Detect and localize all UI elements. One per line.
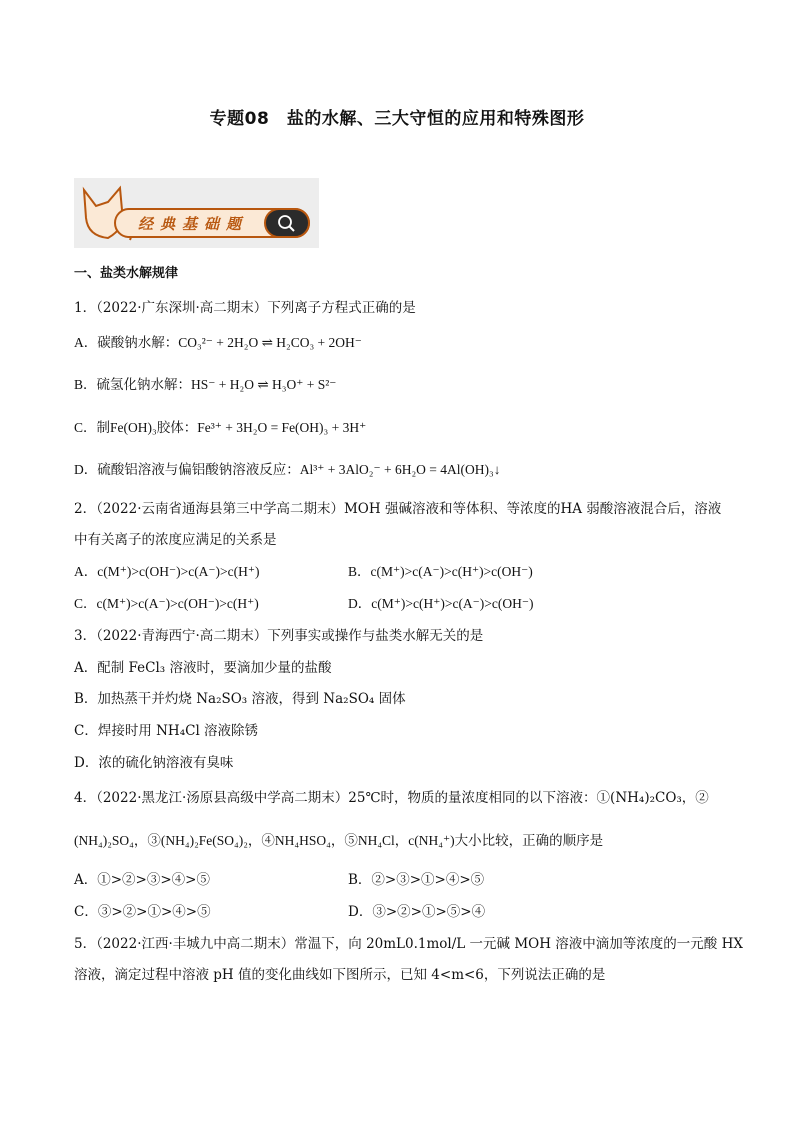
question-5: 5．（2022·江西·丰城九中高二期末）常温下，向 20mL0.1mol/L 一元碱 MOH 溶液中滴加等浓度的一元酸 HX	[74, 936, 743, 952]
q3-option-a: A．配制 FeCl₃ 溶液时，要滴加少量的盐酸	[74, 660, 332, 676]
question-5-cont: 溶液，滴定过程中溶液 pH 值的变化曲线如下图所示，已知 4<m<6，下列说法正确的是	[74, 967, 606, 983]
page-title: 专题08 盐的水解、三大守恒的应用和特殊图形	[209, 109, 585, 129]
q2-option-b: B．c(M⁺)>c(A⁻)>c(H⁺)>c(OH⁻)	[348, 564, 533, 579]
search-badge	[264, 208, 310, 238]
q3-option-c: C．焊接时用 NH₄Cl 溶液除锈	[74, 723, 259, 739]
question-4-cont: (NH₄)₂SO₄，③(NH₄)₂Fe(SO₄)₂，④NH₄HSO₄，⑤NH₄Cl，c(NH₄⁺)大小比较，正确的顺序是	[74, 833, 604, 848]
q1-option-d: D．硫酸铝溶液与偏铝酸钠溶液反应：Al³⁺ + 3AlO₂⁻ + 6H₂O = 4Al(OH)₃↓	[74, 462, 501, 477]
q1-option-a: A．碳酸钠水解：CO₃²⁻ + 2H₂O ⇌ H₂CO₃ + 2OH⁻	[74, 335, 362, 350]
question-2: 2．（2022·云南省通海县第三中学高二期末）MOH 强碱溶液和等体积、等浓度的HA 弱酸溶液混合后，溶液	[74, 501, 722, 517]
q1-option-c: C．制Fe(OH)₃胶体：Fe³⁺ + 3H₂O = Fe(OH)₃ + 3H⁺	[74, 420, 367, 435]
q3-option-d: D．浓的硫化钠溶液有臭味	[74, 755, 234, 771]
search-icon	[266, 210, 308, 236]
q3-option-b: B．加热蒸干并灼烧 Na₂SO₃ 溶液，得到 Na₂SO₄ 固体	[74, 691, 406, 707]
q4-option-c: C．③>②>①>④>⑤	[74, 904, 211, 920]
question-4: 4．（2022·黑龙江·汤原县高级中学高二期末）25℃时，物质的量浓度相同的以下溶液：①(NH₄)₂CO₃，②	[74, 790, 709, 806]
section-heading: 一、盐类水解规律	[74, 266, 179, 281]
q2-option-c: C．c(M⁺)>c(A⁻)>c(OH⁻)>c(H⁺)	[74, 596, 259, 611]
question-3: 3．（2022·青海西宁·高二期末）下列事实或操作与盐类水解无关的是	[74, 628, 484, 644]
q4-option-a: A．①>②>③>④>⑤	[74, 872, 210, 888]
q1-option-b: B．硫氢化钠水解：HS⁻ + H₂O ⇌ H₃O⁺ + S²⁻	[74, 377, 337, 392]
question-2-cont: 中有关离子的浓度应满足的关系是	[74, 532, 277, 548]
q4-option-d: D．③>②>①>⑤>④	[348, 904, 486, 920]
q2-option-a: A．c(M⁺)>c(OH⁻)>c(A⁻)>c(H⁺)	[74, 564, 260, 579]
q2-option-d: D．c(M⁺)>c(H⁺)>c(A⁻)>c(OH⁻)	[348, 596, 534, 611]
question-1: 1．（2022·广东深圳·高二期末）下列离子方程式正确的是	[74, 300, 416, 316]
section-banner	[74, 178, 319, 248]
banner-label	[114, 208, 310, 238]
banner-text: 经典基础题	[138, 215, 249, 233]
q4-option-b: B．②>③>①>④>⑤	[348, 872, 485, 888]
